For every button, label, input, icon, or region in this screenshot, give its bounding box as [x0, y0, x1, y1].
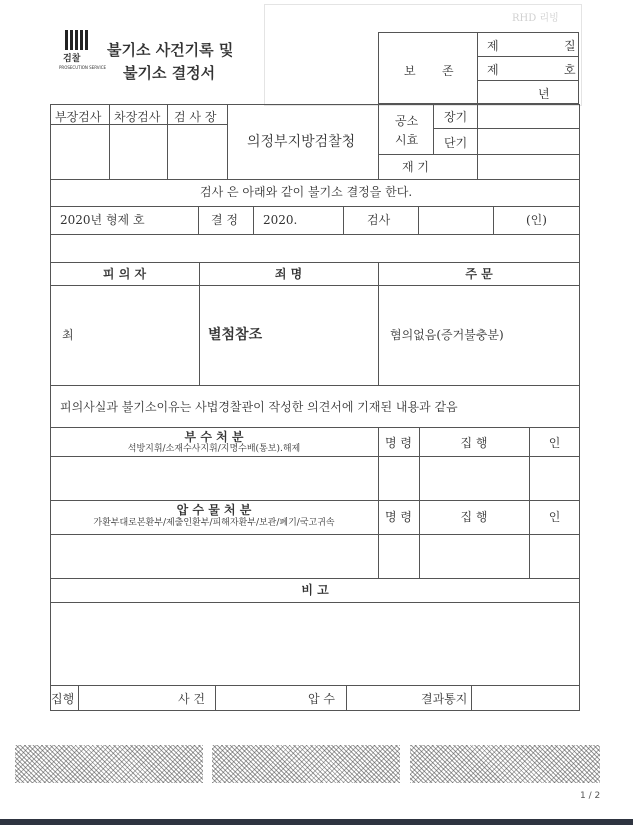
office-name: 의정부지방검찰청	[247, 134, 356, 150]
case-number: 2020년 형제 호	[60, 213, 145, 227]
limitation-label-1: 공소	[395, 114, 419, 128]
preserve-vol-suffix: 질	[564, 39, 576, 53]
header-order: 주 문	[465, 267, 493, 281]
bottom-seizure: 압 수	[308, 692, 335, 706]
preserve-no-prefix: 제	[487, 63, 499, 77]
limitation-long: 장기	[444, 110, 468, 124]
decision-statement: 검사 은 아래와 같이 불기소 결정을 한다.	[200, 185, 413, 199]
limitation-short: 단기	[444, 136, 468, 150]
approval-col-head: 검 사 장	[174, 110, 217, 124]
bottom-exec: 집행	[51, 692, 75, 706]
facts-text: 피의사실과 불기소이유는 사법경찰관이 작성한 의견서에 기재된 내용과 같음	[60, 400, 458, 414]
logo-subtitle: PROSECUTION SERVICE	[59, 65, 107, 70]
approval-col-chief: 부장검사	[55, 110, 102, 124]
order-value: 혐의없음(증거불충분)	[390, 328, 504, 342]
document-title-line1: 불기소 사건기록 및	[107, 41, 234, 59]
decision-date: 2020.	[263, 213, 298, 227]
page-number: 1 / 2	[580, 791, 601, 801]
seized-exec: 집 행	[460, 510, 488, 524]
reopen-label: 재 기	[402, 160, 429, 174]
header-suspect: 피 의 자	[102, 267, 147, 281]
charge-value: 별첨참조	[208, 327, 263, 343]
seized-order: 명 령	[385, 510, 412, 524]
faint-stamp-text: RHD 리빙	[512, 13, 559, 24]
remarks-title: 비 고	[301, 583, 329, 597]
bottom-result: 결과통지	[421, 692, 468, 706]
attached-subtitle: 석방지휘/소재수사지휘/지명수배(통보).해제	[127, 444, 301, 454]
preserve-year-suffix: 년	[538, 87, 550, 101]
seized-title: 압 수 물 처 분	[176, 503, 252, 517]
attached-title: 부 수 처 분	[184, 430, 244, 444]
header-charge: 죄 명	[274, 267, 303, 281]
attached-exec: 집 행	[460, 436, 488, 450]
barcode-image-1	[15, 745, 203, 783]
preserve-label-bo: 보	[404, 64, 416, 78]
preserve-label-jon: 존	[442, 64, 454, 78]
seized-subtitle: 가환부대로본환부/제출인환부/피해자환부/보관/폐기/국고귀속	[93, 518, 335, 528]
decision-label: 결 정	[211, 213, 238, 227]
prosecution-logo-icon	[65, 30, 95, 50]
barcode-image-2	[212, 745, 400, 783]
limitation-label-2: 시효	[395, 133, 419, 147]
viewer-bottom-bar	[0, 819, 633, 825]
preserve-no-suffix: 호	[564, 63, 576, 77]
attached-seal: 인	[548, 436, 561, 450]
prosecutor-seal: (인)	[526, 213, 547, 227]
document-title-line2: 불기소 결정서	[123, 64, 216, 82]
preserve-vol-prefix: 제	[487, 39, 499, 53]
logo-label: 검찰	[63, 54, 81, 64]
suspect-name: 최	[62, 328, 74, 342]
bottom-case: 사 건	[178, 692, 205, 706]
prosecutor-label: 검사	[367, 213, 391, 227]
barcode-image-3	[410, 745, 600, 783]
seized-seal: 인	[548, 510, 561, 524]
approval-col-deputy: 차장검사	[114, 110, 161, 124]
attached-order: 명 령	[385, 436, 412, 450]
